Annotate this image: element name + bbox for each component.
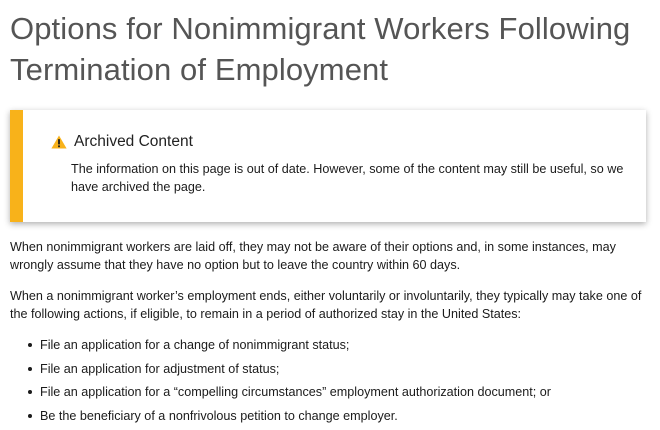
list-item: Be the beneficiary of a nonfrivolous petition to change employer.	[28, 407, 654, 425]
alert-body: The information on this page is out of date. However, some of the content may still be useful, so we have archived the page.	[71, 162, 624, 194]
options-list	[10, 336, 654, 425]
list-item: File an application for a “compelling circumstances” employment authorization document; or	[28, 383, 654, 401]
alert-title: Archived Content	[74, 133, 193, 150]
alert-header	[51, 133, 193, 151]
list-item: File an application for adjustment of status;	[28, 360, 654, 378]
intro-paragraph: When nonimmigrant workers are laid off, they may not be aware of their options and, in some instances, may wrongly assume that they have no option but to leave the country within 60 days.	[10, 240, 616, 272]
page-title: Options for Nonimmigrant Workers Following Termination of Employment	[10, 11, 631, 87]
main-content	[10, 238, 654, 430]
options-paragraph: When a nonimmigrant worker’s employment ends, either voluntarily or involuntarily, they typically may take one of the following actions, if eligible, to remain in a period of authorized stay in the United States:	[10, 289, 642, 321]
list-item: File an application for a change of nonimmigrant status;	[28, 336, 654, 354]
archived-content-alert	[10, 110, 646, 222]
page-container	[10, 0, 654, 423]
warning-icon	[51, 135, 67, 149]
